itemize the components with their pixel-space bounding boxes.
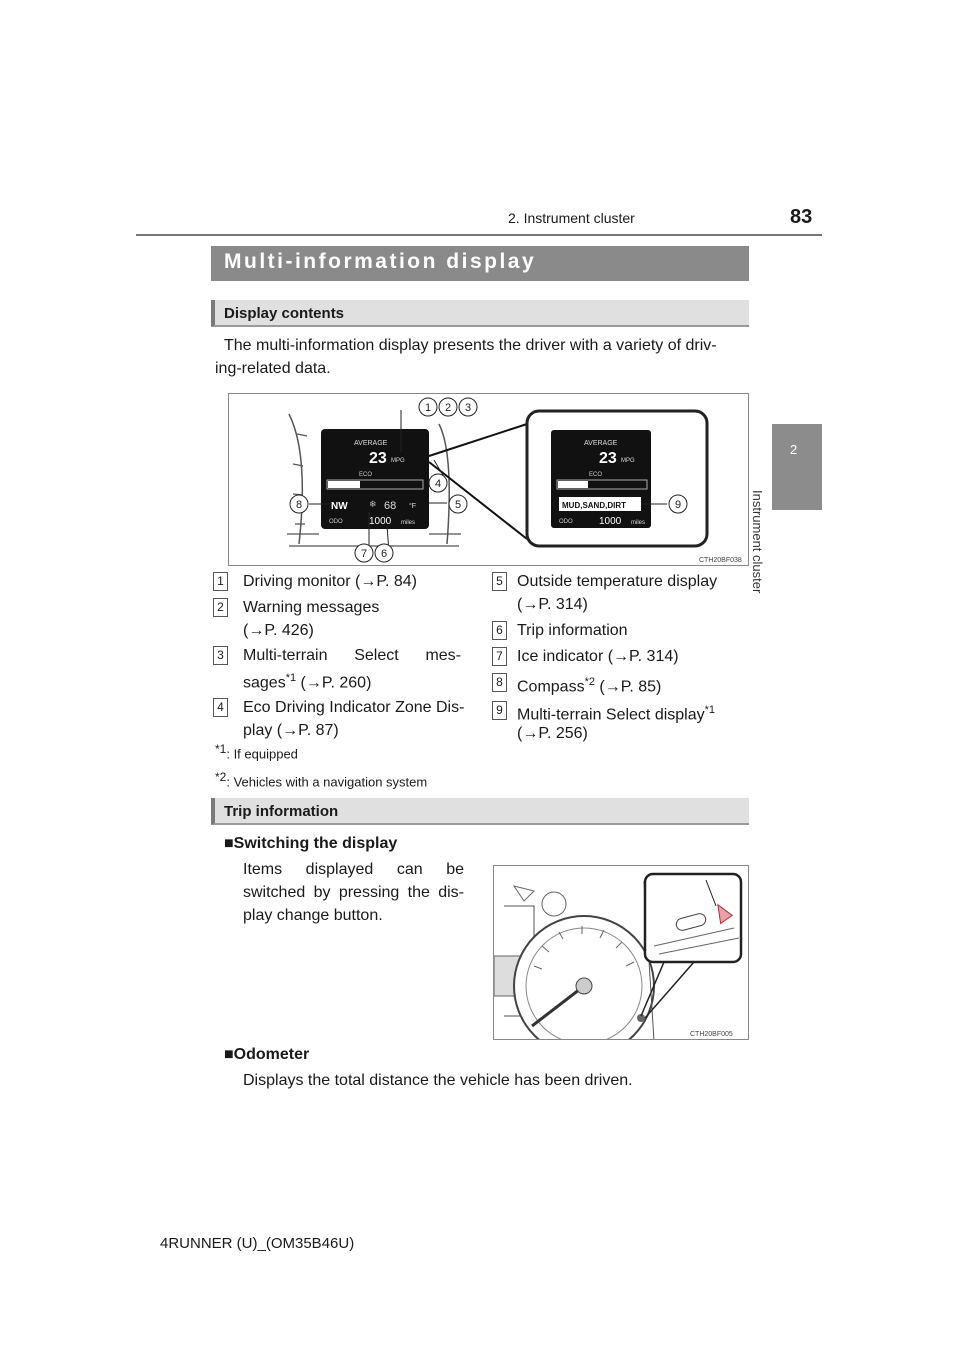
callout-1: 1 xyxy=(424,402,432,414)
svg-text:ODO: ODO xyxy=(559,519,573,525)
switching-line-2: switched by pressing the dis- xyxy=(243,884,464,901)
side-tab xyxy=(772,424,822,510)
callout-9: 9 xyxy=(674,499,682,511)
side-tab-label: Instrument cluster xyxy=(750,490,765,594)
item-num-6: 6 xyxy=(492,621,507,640)
header-rule xyxy=(136,234,822,236)
figure-code-1: CTH20BF038 xyxy=(699,557,742,564)
item-9-line1: Multi-terrain Select display$^{*1}$ xyxy=(517,704,716,724)
svg-text:MPG: MPG xyxy=(621,458,635,464)
display-illustration xyxy=(229,394,749,566)
callout-3: 3 xyxy=(464,402,472,414)
intro-line-1: The multi-information display presents the driver with a variety of driv- xyxy=(224,337,717,354)
svg-text:1000: 1000 xyxy=(599,516,622,527)
switching-line-1: Items displayed can be xyxy=(243,861,464,878)
item-8-text: Compass$^{*2}$ (→P. 85) xyxy=(517,676,662,696)
display-figure xyxy=(228,393,749,566)
screen-mpg-unit: MPG xyxy=(391,458,405,464)
screen-odo-value: 1000 xyxy=(369,516,392,527)
item-2-line2: (→P. 426) xyxy=(243,622,314,639)
svg-text:ECO: ECO xyxy=(589,472,603,478)
callout-7: 7 xyxy=(360,548,368,560)
chapter-title: 2. Instrument cluster xyxy=(508,210,635,226)
item-num-8: 8 xyxy=(492,673,507,692)
screen-terrain: MUD,SAND,DIRT xyxy=(562,501,626,510)
callout-6: 6 xyxy=(380,548,388,560)
callout-4: 4 xyxy=(434,478,442,490)
speedometer-illustration xyxy=(494,866,749,1040)
item-num-2: 2 xyxy=(213,598,228,617)
trip-information-heading: Trip information xyxy=(224,803,339,820)
item-4-line1: Eco Driving Indicator Zone Dis- xyxy=(243,699,465,716)
square-bullet-icon: ■ xyxy=(224,1046,234,1063)
screen-odo-label: ODO xyxy=(329,519,343,525)
item-1-text: Driving monitor (→P. 84) xyxy=(243,573,417,590)
side-tab-number: 2 xyxy=(790,442,798,457)
display-contents-heading: Display contents xyxy=(224,305,345,322)
item-9-line2: (→P. 256) xyxy=(517,725,588,742)
item-7-text: Ice indicator (→P. 314) xyxy=(517,648,679,665)
intro-line-2: ing-related data. xyxy=(215,360,331,377)
switching-title: ■Switching the display xyxy=(224,835,398,852)
figure-code-2: CTH20BF005 xyxy=(690,1031,733,1038)
button-figure xyxy=(493,865,749,1040)
screen-odo-unit: miles xyxy=(401,520,416,526)
screen-eco-label: ECO xyxy=(359,472,373,478)
footnote-1: *1: If equipped xyxy=(215,742,298,762)
screen-temp-unit: °F xyxy=(409,503,417,510)
callout-5: 5 xyxy=(454,499,462,511)
svg-text:23: 23 xyxy=(599,450,617,467)
item-4-line2: play (→P. 87) xyxy=(243,722,339,739)
screen-average-label: AVERAGE xyxy=(354,440,388,447)
item-3-line1: Multi-terrain Select mes- xyxy=(243,647,461,664)
page-number: 83 xyxy=(790,206,813,228)
switching-line-3: play change button. xyxy=(243,907,383,924)
svg-text:❄: ❄ xyxy=(369,499,377,509)
item-num-3: 3 xyxy=(213,646,228,665)
item-6-text: Trip information xyxy=(517,622,628,639)
item-5-line1: Outside temperature display xyxy=(517,573,718,590)
square-bullet-icon: ■ xyxy=(224,835,234,852)
section-title: Multi-information display xyxy=(224,250,537,273)
item-num-1: 1 xyxy=(213,572,228,591)
item-num-7: 7 xyxy=(492,647,507,666)
odometer-title: ■Odometer xyxy=(224,1046,310,1063)
screen-temperature: 68 xyxy=(384,500,397,512)
footnote-2: *2: Vehicles with a navigation system xyxy=(215,770,428,790)
item-2-line1: Warning messages xyxy=(243,599,380,616)
callout-2: 2 xyxy=(444,402,452,414)
svg-text:miles: miles xyxy=(631,520,646,526)
item-num-5: 5 xyxy=(492,572,507,591)
screen-compass: NW xyxy=(331,501,348,512)
footer-model: 4RUNNER (U)_(OM35B46U) xyxy=(160,1235,355,1252)
item-num-9: 9 xyxy=(492,701,507,720)
screen-mpg-value: 23 xyxy=(369,450,387,467)
item-num-4: 4 xyxy=(213,698,228,717)
odometer-text: Displays the total distance the vehicle has been driven. xyxy=(243,1072,633,1089)
callout-8: 8 xyxy=(295,499,303,511)
item-5-line2: (→P. 314) xyxy=(517,596,588,613)
svg-text:AVERAGE: AVERAGE xyxy=(584,440,618,447)
item-3-line2: sages$^{*1}$ (→P. 260) xyxy=(243,672,372,692)
